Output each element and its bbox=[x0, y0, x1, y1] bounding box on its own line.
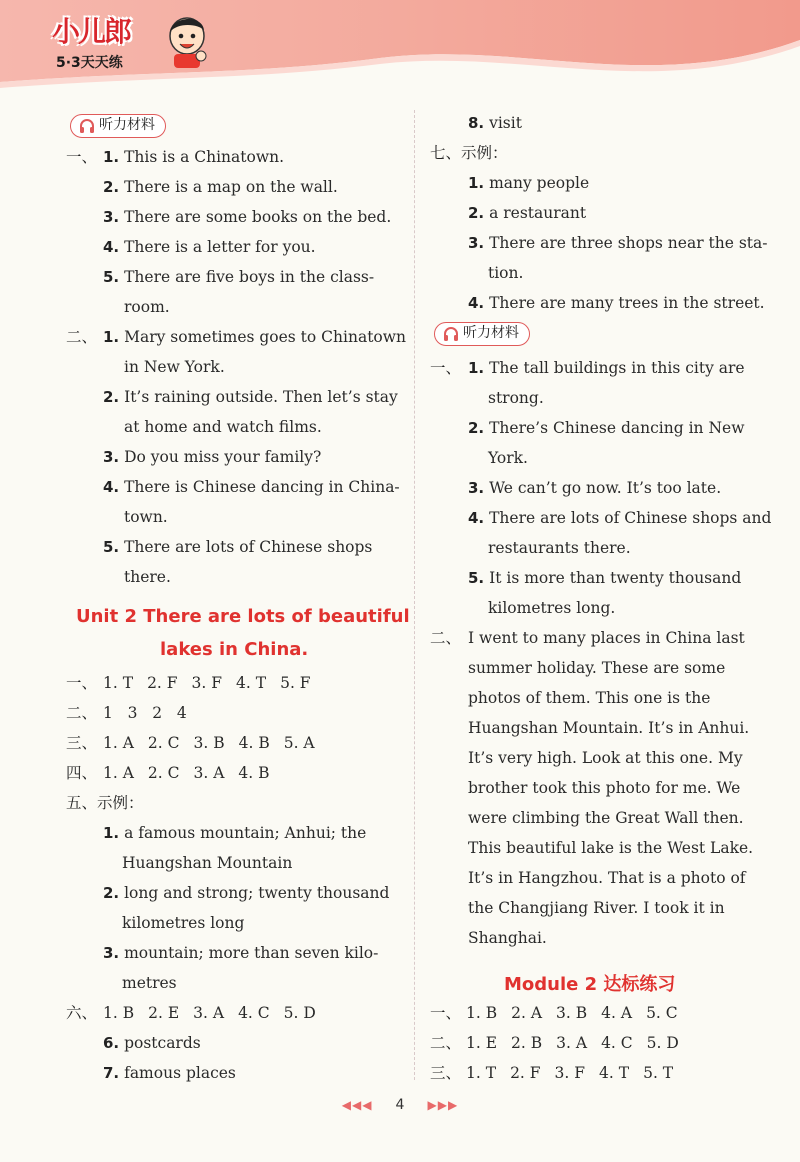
list-item: 1. This is a Chinatown. bbox=[103, 148, 285, 166]
answer-row: 1. T 2. F 3. F 4. T 5. T bbox=[466, 1064, 674, 1082]
headphones-icon bbox=[443, 326, 459, 342]
section-label: 二、 bbox=[430, 1034, 462, 1052]
passage-line: I went to many places in China last bbox=[468, 629, 745, 647]
list-item-continuation: in New York. bbox=[124, 358, 225, 376]
section-label: 二、 bbox=[430, 629, 462, 647]
list-item: 4. There is Chinese dancing in China- bbox=[103, 478, 400, 496]
list-item-continuation: kilometres long bbox=[122, 914, 245, 932]
section-label: 一、 bbox=[430, 1004, 462, 1022]
section-label: 一、 bbox=[66, 674, 98, 692]
list-item: 4. There is a letter for you. bbox=[103, 238, 316, 256]
list-item: 2. a restaurant bbox=[468, 204, 587, 222]
answer-row: 1. A 2. C 3. A 4. B bbox=[103, 764, 270, 782]
section-label: 三、 bbox=[430, 1064, 462, 1082]
list-item: 1. many people bbox=[468, 174, 590, 192]
page-header bbox=[0, 0, 800, 92]
list-item-continuation: restaurants there. bbox=[488, 539, 631, 557]
mascot-icon bbox=[164, 12, 210, 70]
listening-tag-label: 听力材料 bbox=[99, 117, 155, 133]
passage-line: Huangshan Mountain. It’s in Anhui. bbox=[468, 719, 750, 737]
list-item: 5. It is more than twenty thousand bbox=[468, 569, 742, 587]
list-item: 1. a famous mountain; Anhui; the bbox=[103, 824, 367, 842]
passage-line: This beautiful lake is the West Lake. bbox=[468, 839, 754, 857]
passage-line: photos of them. This one is the bbox=[468, 689, 711, 707]
list-item-continuation: room. bbox=[124, 298, 170, 316]
section-label: 六、 bbox=[66, 1004, 98, 1022]
list-item: 1. Mary sometimes goes to Chinatown bbox=[103, 328, 407, 346]
section-label: 一、 bbox=[430, 359, 462, 377]
brand-name: 小儿郎 bbox=[52, 15, 131, 48]
list-item-continuation: town. bbox=[124, 508, 168, 526]
list-item: 3. There are some books on the bed. bbox=[103, 208, 392, 226]
listening-material-tag bbox=[434, 322, 530, 346]
brand-logo bbox=[52, 10, 212, 80]
list-item: 3. There are three shops near the sta- bbox=[468, 234, 768, 252]
passage-line: It’s in Hangzhou. That is a photo of bbox=[468, 869, 746, 887]
list-item-continuation: strong. bbox=[488, 389, 544, 407]
list-item: 5. There are five boys in the class- bbox=[103, 268, 375, 286]
answer-row: 1. B 2. A 3. B 4. A 5. C bbox=[466, 1004, 678, 1022]
answer-row: 1. A 2. C 3. B 4. B 5. A bbox=[103, 734, 315, 752]
answer-row: 1. B 2. E 3. A 4. C 5. D bbox=[103, 1004, 316, 1022]
unit-title-line-1: Unit 2 There are lots of beautiful bbox=[76, 606, 410, 627]
list-item-continuation: Huangshan Mountain bbox=[122, 854, 293, 872]
list-item-continuation: York. bbox=[488, 449, 528, 467]
list-item-continuation: there. bbox=[124, 568, 171, 586]
section-label: 五、示例： bbox=[66, 794, 144, 812]
list-item: 2. It’s raining outside. Then let’s stay bbox=[103, 388, 398, 406]
prev-arrows-icon: ◀◀◀ bbox=[341, 1098, 373, 1112]
list-item: 3. Do you miss your family? bbox=[103, 448, 322, 466]
unit-title-line-2: lakes in China. bbox=[160, 639, 309, 660]
section-label: 三、 bbox=[66, 734, 98, 752]
list-item: 2. There is a map on the wall. bbox=[103, 178, 338, 196]
list-item: 7. famous places bbox=[103, 1064, 236, 1082]
list-item: 3. We can’t go now. It’s too late. bbox=[468, 479, 722, 497]
list-item: 5. There are lots of Chinese shops bbox=[103, 538, 373, 556]
list-item-continuation: kilometres long. bbox=[488, 599, 616, 617]
brand-subtitle: 5·3天天练 bbox=[56, 55, 123, 71]
list-item: 8. visit bbox=[468, 114, 522, 132]
passage-line: brother took this photo for me. We bbox=[468, 779, 741, 797]
answer-row: 1 3 2 4 bbox=[103, 704, 187, 722]
headphones-icon bbox=[79, 118, 95, 134]
passage-line: summer holiday. These are some bbox=[468, 659, 726, 677]
list-item-continuation: metres bbox=[122, 974, 177, 992]
list-item: 1. The tall buildings in this city are bbox=[468, 359, 745, 377]
answer-row: 1. T 2. F 3. F 4. T 5. F bbox=[103, 674, 311, 692]
section-label: 二、 bbox=[66, 328, 98, 346]
section-label: 七、示例： bbox=[430, 144, 508, 162]
list-item: 6. postcards bbox=[103, 1034, 201, 1052]
list-item: 3. mountain; more than seven kilo- bbox=[103, 944, 379, 962]
listening-material-tag bbox=[70, 114, 166, 138]
page-number: 4 bbox=[395, 1097, 405, 1113]
list-item: 4. There are many trees in the street. bbox=[468, 294, 765, 312]
next-arrows-icon: ▶▶▶ bbox=[427, 1098, 459, 1112]
list-item: 4. There are lots of Chinese shops and bbox=[468, 509, 772, 527]
column-divider bbox=[414, 110, 415, 1080]
section-label: 四、 bbox=[66, 764, 98, 782]
section-label: 一、 bbox=[66, 148, 98, 166]
passage-line: were climbing the Great Wall then. bbox=[468, 809, 744, 827]
list-item-continuation: tion. bbox=[488, 264, 524, 282]
passage-line: the Changjiang River. I took it in bbox=[468, 899, 725, 917]
passage-line: Shanghai. bbox=[468, 929, 547, 947]
list-item-continuation: at home and watch films. bbox=[124, 418, 322, 436]
list-item: 2. long and strong; twenty thousand bbox=[103, 884, 390, 902]
module-title: Module 2 达标练习 bbox=[504, 974, 676, 995]
answer-row: 1. E 2. B 3. A 4. C 5. D bbox=[466, 1034, 679, 1052]
listening-tag-label: 听力材料 bbox=[463, 325, 519, 341]
section-label: 二、 bbox=[66, 704, 98, 722]
page-footer bbox=[0, 1094, 800, 1118]
list-item: 2. There’s Chinese dancing in New bbox=[468, 419, 745, 437]
passage-line: It’s very high. Look at this one. My bbox=[468, 749, 743, 767]
